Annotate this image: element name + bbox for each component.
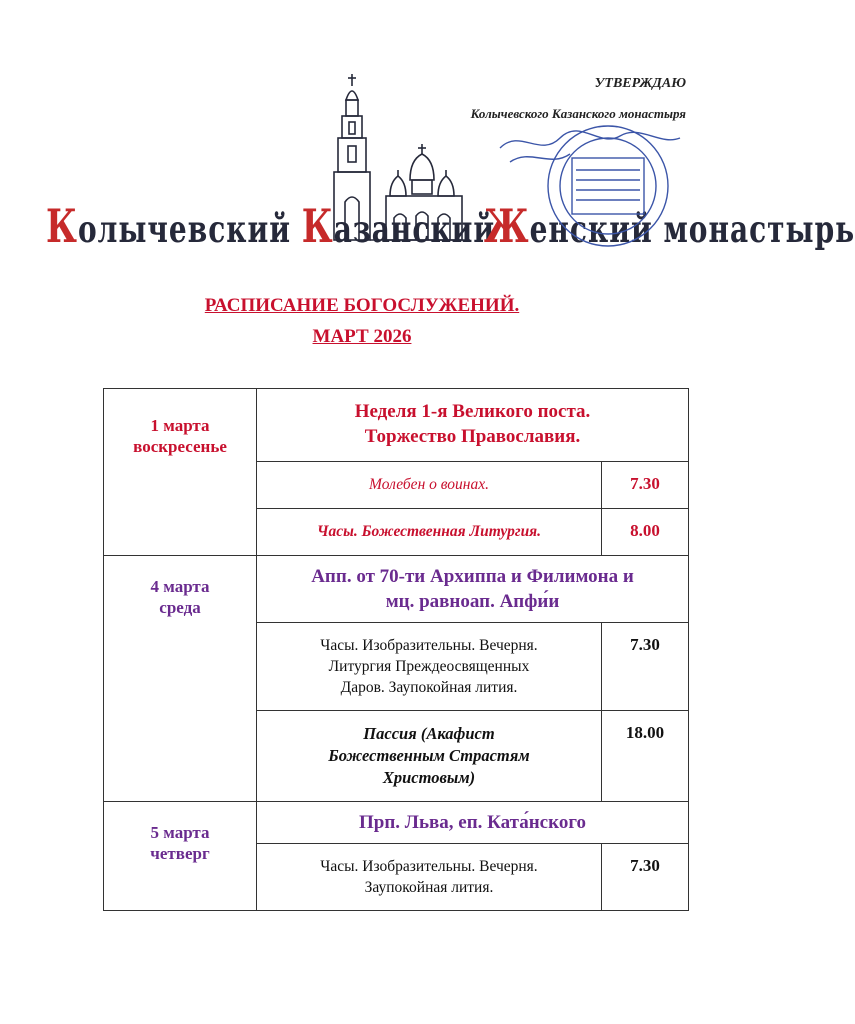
service-time: 7.30 — [602, 844, 689, 911]
service-line: Божественным Страстям — [328, 746, 530, 765]
logo-cap-letter: Ж — [484, 200, 530, 254]
feast-cell — [257, 556, 689, 623]
feast-title: Торжество Православия. — [364, 426, 581, 447]
logo-word-rest: олычевский — [77, 206, 291, 252]
table-row — [104, 802, 689, 844]
service-line: Литургия Преждеосвященных — [328, 658, 530, 675]
feast-title: мц. равноап. Апфи́и — [385, 591, 560, 612]
weekday: четверг — [150, 844, 210, 863]
date: 1 марта — [150, 416, 210, 435]
service-time: 7.30 — [602, 462, 689, 509]
logo-word-rest: енский монастырь — [529, 206, 855, 252]
date: 4 марта — [150, 577, 210, 596]
date: 5 марта — [150, 823, 210, 842]
service-cell — [257, 623, 602, 711]
logo-word-rest: азанский — [333, 206, 496, 252]
table-row — [104, 556, 689, 623]
feast-title: Прп. Льва, еп. Ката́нского — [359, 812, 586, 833]
service-line: Пассия (Акафист — [363, 724, 495, 743]
service-cell: Часы. Божественная Литургия. — [257, 509, 602, 556]
service-line: Христовым) — [382, 768, 476, 787]
feast-title: Апп. от 70-ти Архиппа и Филимона и — [311, 566, 634, 587]
logo-word-kolychevsky-kazansky — [46, 200, 495, 254]
feast-cell — [257, 802, 689, 844]
schedule-month: МАРТ 2026 — [312, 326, 412, 347]
official-stamp-and-signature — [540, 118, 690, 258]
approval-label: УТВЕРЖДАЮ — [594, 76, 686, 91]
feast-cell — [257, 389, 689, 462]
approval-monastery-line: Колычевского Казанского монастыря — [470, 106, 686, 121]
service-cell — [257, 844, 602, 911]
service-time: 18.00 — [602, 711, 689, 802]
date-cell — [104, 389, 257, 556]
date-cell — [104, 802, 257, 911]
weekday: воскресенье — [133, 437, 227, 456]
service-time: 7.30 — [602, 623, 689, 711]
feast-title: Неделя 1-я Великого поста. — [354, 401, 591, 422]
schedule-table — [103, 388, 689, 911]
logo-cap-letter: К — [301, 200, 334, 254]
table-row — [104, 389, 689, 462]
weekday: среда — [159, 598, 201, 617]
service-line: Даров. Заупокойная лития. — [340, 679, 518, 696]
service-time: 8.00 — [602, 509, 689, 556]
service-line: Часы. Изобразительны. Вечерня. — [320, 637, 538, 654]
logo-cap-letter: К — [46, 200, 78, 254]
service-line: Заупокойная лития. — [364, 879, 494, 896]
date-cell — [104, 556, 257, 802]
schedule-title: РАСПИСАНИЕ БОГОСЛУЖЕНИЙ. — [204, 295, 520, 316]
service-cell: Молебен о воинах. — [257, 462, 602, 509]
service-line: Часы. Изобразительны. Вечерня. — [320, 858, 538, 875]
service-cell — [257, 711, 602, 802]
header — [0, 0, 855, 260]
